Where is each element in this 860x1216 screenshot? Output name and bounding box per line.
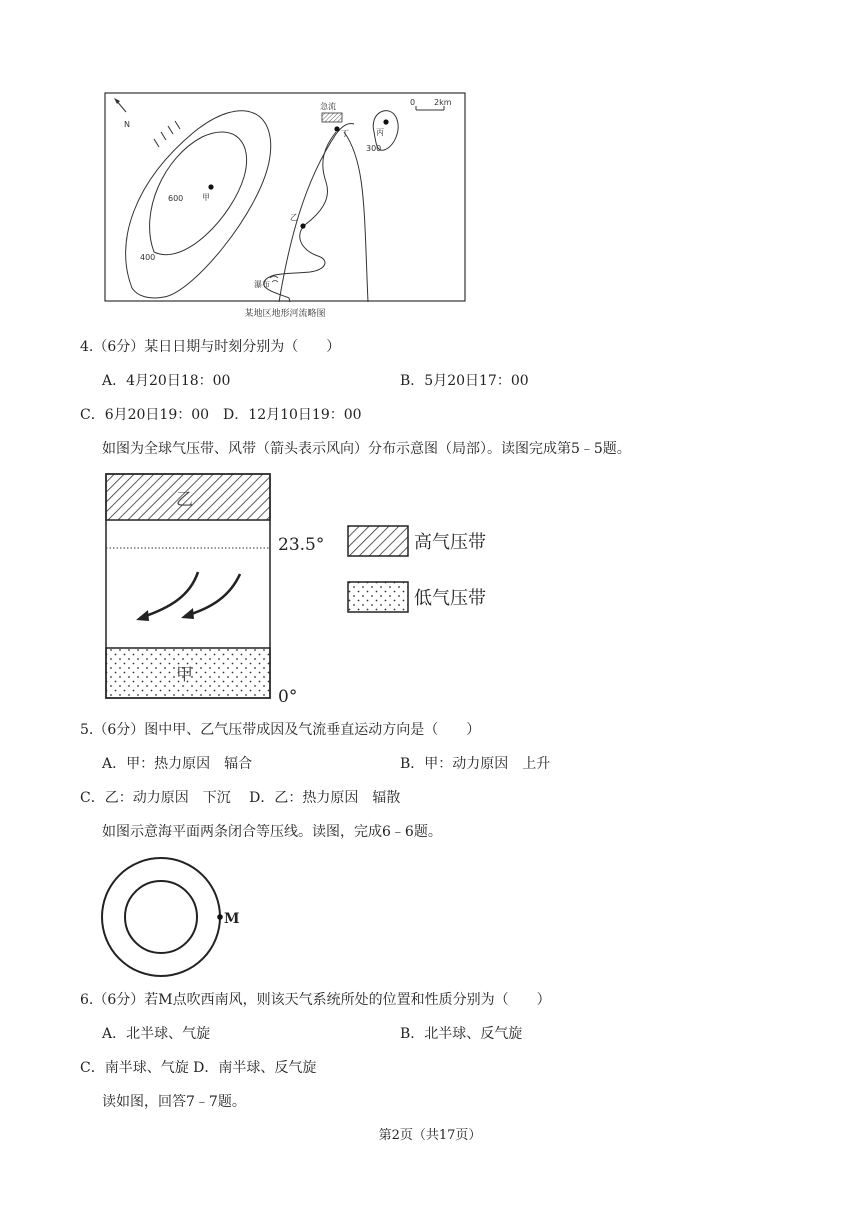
contour-400-label: 400 (140, 253, 156, 262)
q6-option-cd: C．南半球、气旋 D．南半球、反气旋 (80, 1060, 317, 1076)
q6-stem: 6.（6分）若M点吹西南风，则该天气系统所处的位置和性质分别为（ ） (80, 992, 551, 1008)
q4-stem: 4.（6分）某日日期与时刻分别为（ ） (80, 339, 341, 355)
point-jia-dot (208, 184, 213, 189)
q5-option-a: A．甲：热力原因 辐合 (102, 756, 253, 772)
waterfall-label: 瀑布 (254, 280, 270, 289)
intro-q5: 如图为全球气压带、风带（箭头表示风向）分布示意图（局部）。读图完成第5﹣5题。 (102, 441, 631, 457)
intro-q6: 如图示意海平面两条闭合等压线。读图，完成6﹣6题。 (102, 824, 442, 840)
belt-label-jia: 甲 (176, 665, 193, 685)
legend-high-swatch (348, 526, 408, 556)
q4-option-b: B．5月20日17：00 (400, 373, 529, 389)
north-label: N (124, 120, 130, 129)
point-ding-label: 丁 (341, 129, 349, 138)
point-yi-label: 乙 (290, 213, 298, 222)
isobar-figure (98, 854, 248, 980)
point-ding-dot (334, 126, 339, 131)
q4-option-a: A．4月20日18：00 (102, 373, 231, 389)
belt-label-yi: 乙 (176, 490, 193, 510)
lat-23-5-label: 23.5° (278, 535, 325, 555)
lat-0-label: 0° (278, 687, 298, 707)
point-m-dot (217, 914, 223, 920)
point-yi-dot (300, 223, 305, 228)
point-bing-dot (383, 119, 388, 124)
pressure-belt-figure (100, 468, 520, 708)
q4-option-cd: C．6月20日19：00 D．12月10日19：00 (80, 407, 362, 423)
intro-q7: 读如图，回答7﹣7题。 (102, 1094, 246, 1110)
page-footer: 第2页（共17页） (378, 1128, 482, 1143)
q6-option-b: B．北半球、反气旋 (400, 1026, 523, 1042)
contour-600-label: 600 (168, 194, 184, 203)
rapids-hatch (322, 113, 342, 122)
legend-low-label: 低气压带 (414, 588, 486, 609)
legend-low-swatch (348, 582, 408, 612)
legend-high-label: 高气压带 (414, 532, 486, 553)
point-jia-label: 甲 (202, 193, 210, 202)
scale-length-label: 2km (434, 98, 452, 107)
point-bing-label: 丙 (376, 128, 384, 137)
inner-isobar (125, 881, 197, 953)
terrain-map-svg (104, 92, 466, 304)
q5-option-cd: C．乙：动力原因 下沉 D．乙：热力原因 辐散 (80, 790, 401, 806)
scale-zero-label: 0 (410, 98, 416, 107)
outer-isobar (102, 858, 220, 976)
contour-300-label: 300 (366, 144, 382, 153)
q6-option-a: A．北半球、气旋 (102, 1026, 211, 1042)
q5-stem: 5.（6分）图中甲、乙气压带成因及气流垂直运动方向是（ ） (80, 722, 481, 738)
point-m-label: M (224, 911, 240, 927)
rapids-label: 急流 (320, 102, 336, 111)
q5-option-b: B．甲：动力原因 上升 (400, 756, 551, 772)
map-caption: 某地区地形河流略图 (244, 309, 326, 319)
terrain-map-figure (104, 92, 466, 304)
